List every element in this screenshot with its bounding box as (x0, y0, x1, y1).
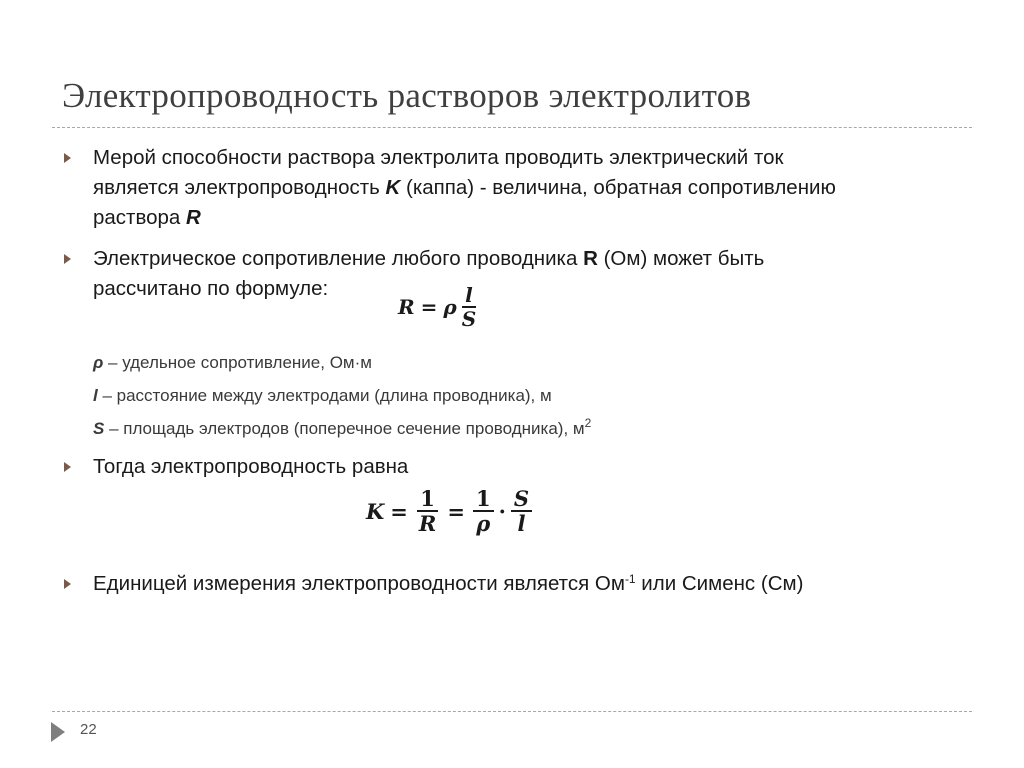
bullet-1-text: Мерой способности раствора электролита проводить электрический ток является электропроводность K (каппа) - величина, обратная сопротивлению раствора R (93, 146, 836, 229)
play-arrow-icon (51, 722, 65, 742)
bullet-marker-icon (64, 462, 71, 472)
bullet-3-text: Тогда электропроводность равна (93, 455, 409, 478)
conductivity-formula: K = $\frac{1}{R}$ = $\frac{1}{\rho}$ · $\frac{S}{l}$ (366, 487, 534, 535)
bullet-4-text: Единицей измерения электропроводности является $Ом^{-1}$ или Сименс (См) (93, 572, 804, 595)
definition-rho: ρ – удельное сопротивление, Ом·м (93, 353, 372, 372)
bullet-marker-icon (64, 579, 71, 589)
definition-l: l – расстояние между электродами (длина проводника), м (93, 386, 552, 405)
definition-s: S – площадь электродов (поперечное сечение проводника), $м^2$ (93, 416, 592, 438)
bullet-marker-icon (64, 153, 71, 163)
title-divider (52, 127, 972, 128)
resistance-formula: R = ρ $\frac{l}{S}$ (398, 283, 477, 331)
footer-divider (52, 711, 972, 712)
bullet-marker-icon (64, 254, 71, 264)
page-number: 22 (80, 721, 97, 738)
slide-title: Электропроводность растворов электролитов (62, 76, 752, 115)
bullet-2-text: Электрическое сопротивление любого проводника R (Ом) может быть рассчитано по формуле: (93, 247, 765, 300)
